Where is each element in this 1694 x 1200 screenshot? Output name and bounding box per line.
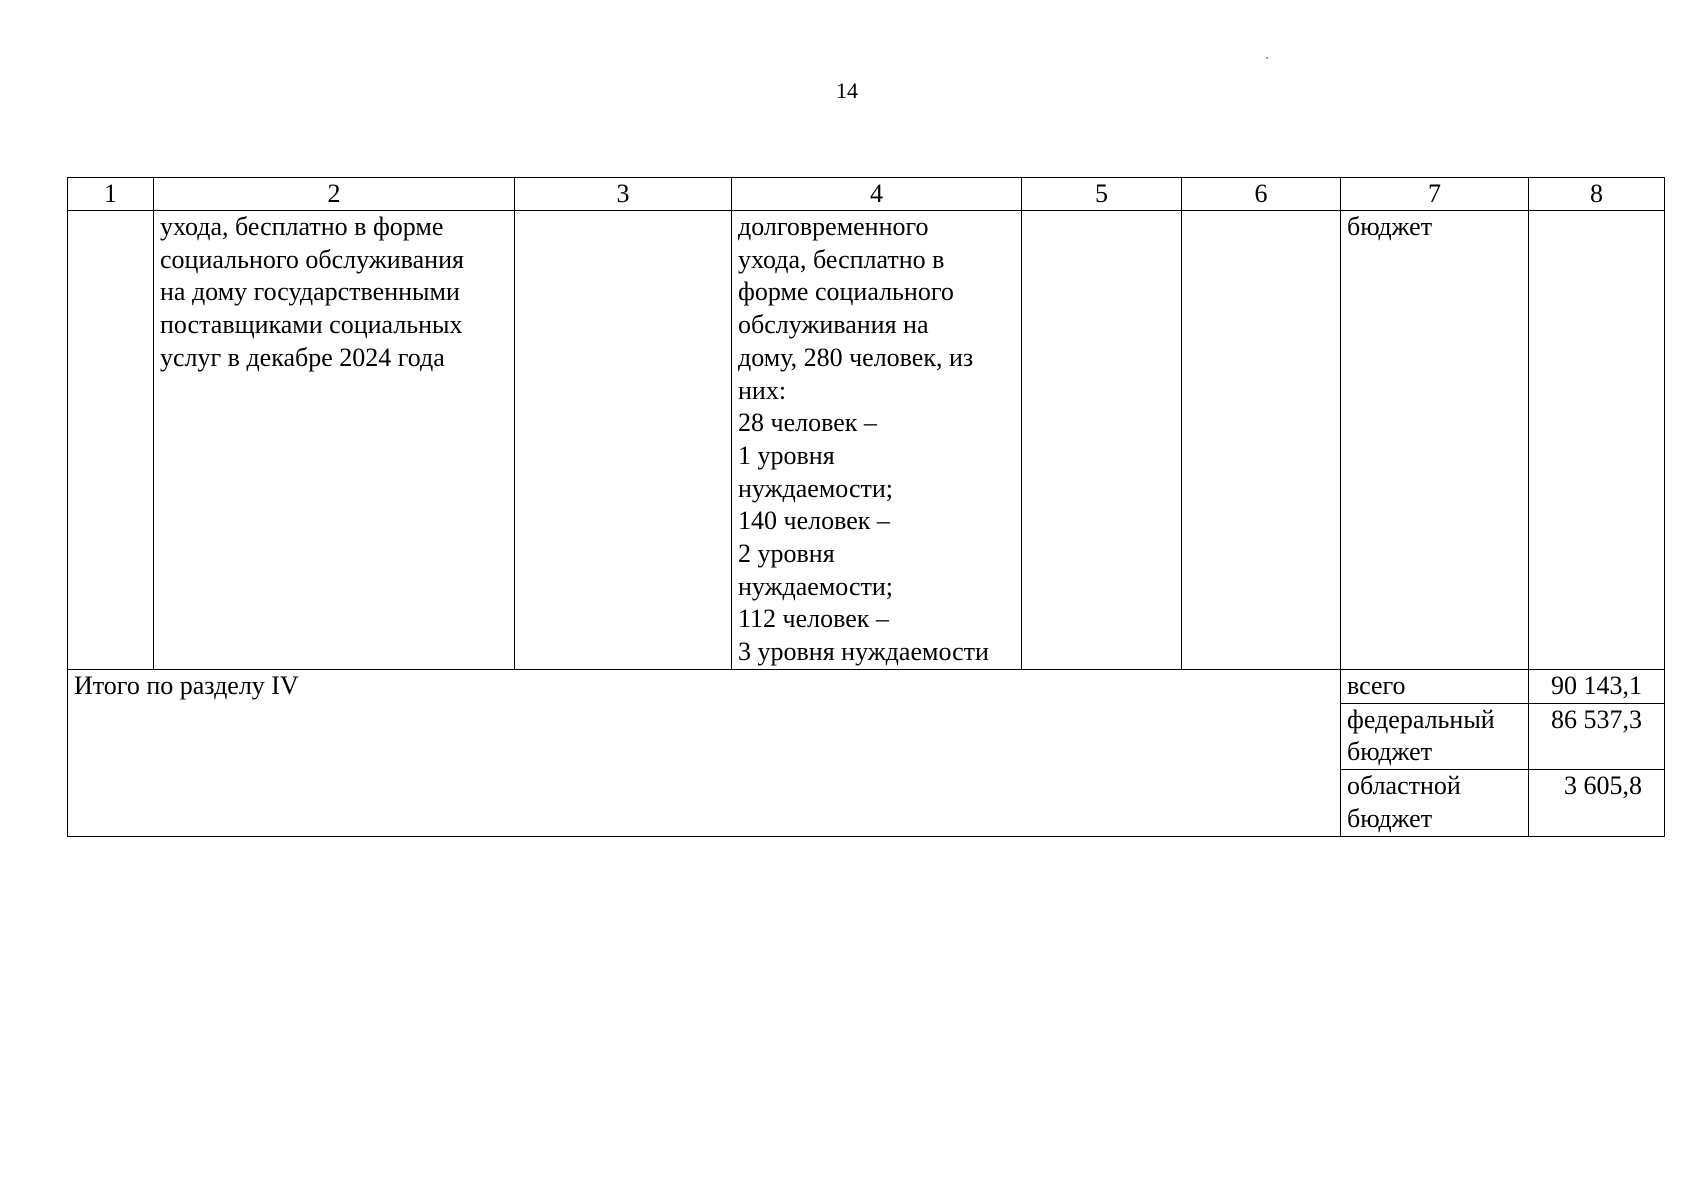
cell-description: ухода, бесплатно в форме социального обслуживания на дому государственными поставщиками социальных услуг в декабре 2024 года — [154, 211, 515, 670]
total-label: Итого по разделу IV — [68, 670, 1341, 837]
page-number: 14 — [836, 78, 858, 103]
column-number-5: 5 — [1022, 178, 1182, 211]
cell-col-3 — [515, 211, 732, 670]
cell-col-6 — [1182, 211, 1341, 670]
total-source-regional: областной бюджет — [1341, 770, 1529, 836]
column-number-1: 1 — [68, 178, 154, 211]
cell-col-8 — [1529, 211, 1665, 670]
table-header-row — [68, 178, 1665, 211]
column-number-8: 8 — [1529, 178, 1665, 211]
table-row — [68, 211, 1665, 670]
column-number-2: 2 — [154, 178, 515, 211]
column-number-4: 4 — [732, 178, 1022, 211]
column-number-6: 6 — [1182, 178, 1341, 211]
total-row-all — [68, 670, 1665, 704]
column-number-7: 7 — [1341, 178, 1529, 211]
total-amount-regional: 3 605,8 — [1529, 770, 1665, 836]
total-amount-all: 90 143,1 — [1529, 670, 1665, 704]
total-source-all: всего — [1341, 670, 1529, 704]
cell-col-5 — [1022, 211, 1182, 670]
cell-result: долговременного ухода, бесплатно в форме социального обслуживания на дому, 280 человек, из них: 28 человек – 1 уровня нуждаемости; 140 человек – 2 уровня нуждаемости; 112 человек – 3 уровня нуждаемости — [732, 211, 1022, 670]
total-source-federal: федеральный бюджет — [1341, 703, 1529, 769]
column-number-3: 3 — [515, 178, 732, 211]
cell-col-1 — [68, 211, 154, 670]
scan-artifact-dot — [1266, 57, 1268, 59]
total-amount-federal: 86 537,3 — [1529, 703, 1665, 769]
cell-funding-source: бюджет — [1341, 211, 1529, 670]
budget-table — [67, 177, 1665, 837]
